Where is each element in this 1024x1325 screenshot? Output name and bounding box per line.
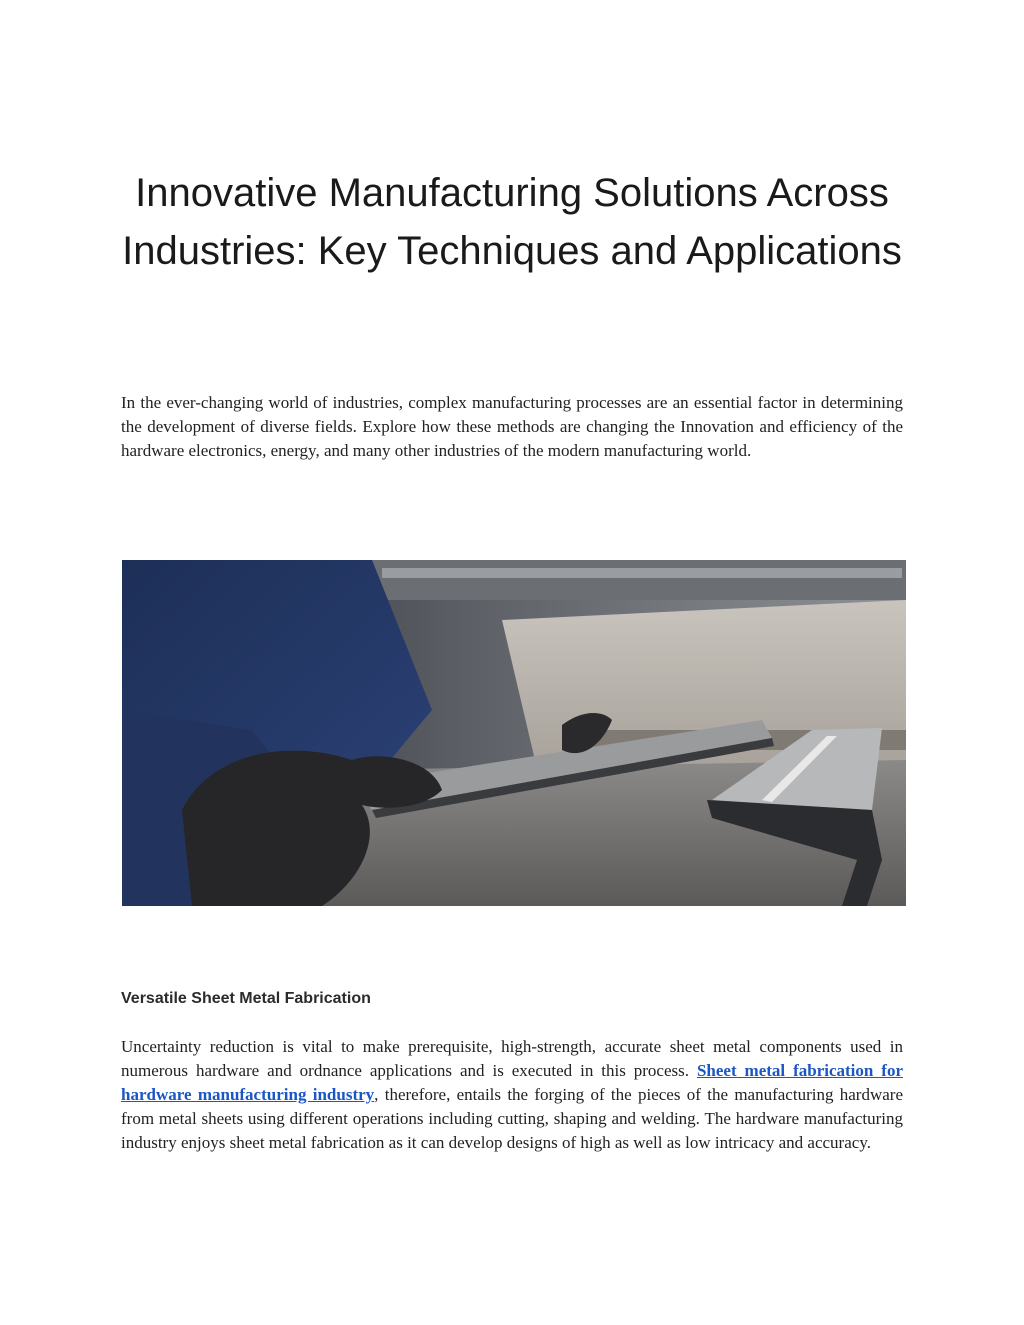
sheet-metal-photo bbox=[122, 560, 906, 906]
intro-paragraph: In the ever-changing world of industries, complex manufacturing processes are an essential factor in determining the development of diverse fields. Explore how these methods are changing the Innovation and efficiency of the hardware electronics, energy, and many other industries of the modern manufacturing world. bbox=[121, 393, 903, 460]
sheet-metal-fabrication-link[interactable]: Sheet metal fabrication for hardware manufacturing industry bbox=[121, 1061, 903, 1104]
paragraph-text-after-link: , therefore, entails the forging of the pieces of the manufacturing hardware from metal sheets using different operations including cutting, shaping and welding. The hardware manufacturing industry enjoys sheet metal fabrication as it can develop designs of high as well as low intricacy and accuracy. bbox=[121, 1085, 903, 1152]
sheet-metal-photo-graphic bbox=[122, 560, 906, 906]
section-heading: Versatile Sheet Metal Fabrication bbox=[121, 990, 371, 1007]
paragraph-text-before-link: Uncertainty reduction is vital to make prerequisite, high-strength, accurate sheet metal components used in numerous hardware and ordnance applications and is executed in this process. bbox=[121, 1037, 903, 1080]
document-title: Innovative Manufacturing Solutions Across Industries: Key Techniques and Applications bbox=[122, 171, 902, 273]
section-paragraph bbox=[121, 1035, 903, 1155]
